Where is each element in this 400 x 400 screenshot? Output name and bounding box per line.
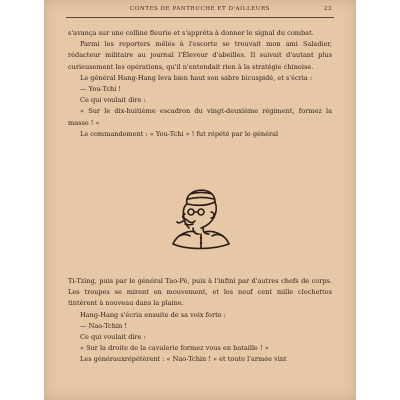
text-block-bottom (68, 276, 332, 366)
paragraph: Parmi les reporters mêlés à l'escorte se trouvait mon ami Saladier, rédacteur militaire au journal l'Éleveur d'abeilles. Il suivait d'autant plus curieusement les opérations, qu'il n'entendait rien à la stratégie chinoise. (68, 40, 332, 71)
caricature-head-icon (157, 178, 243, 258)
paragraph: Le commandement : « You-Tchi » ! fut répété par le général (80, 129, 279, 138)
running-head: CONTES DE PANTRUCHE ET D'AILLEURS (129, 6, 271, 12)
paragraph: « Sur la droite de la cavalerie formez vous en bataille ! » (80, 344, 269, 353)
paragraph: s'avança sur une colline fleurie et s'apprêta à donner le signal du combat. (68, 29, 314, 37)
illustration (44, 178, 356, 264)
paragraph: Ce qui voulait dire : (80, 333, 146, 342)
book-page (44, 0, 356, 400)
paragraph: Le général Hang-Hang leva bien haut son sabre bicuspidé, et s'écria : (80, 73, 313, 82)
paragraph: Hang-Hang s'écria ensuite de sa voix forte : (80, 310, 226, 319)
header-rule (66, 17, 334, 18)
paragraph: Ti-Tzing, puis par le général Tao-Pé, puis à l'infini par d'autres chefs de corps. Les troupes se mirent en mouvement, et les neuf cent mille clochettes tintèrent à nouveau dans la plaine. (68, 277, 332, 308)
text-block-top (68, 28, 332, 140)
page-number: 23 (323, 6, 332, 12)
paragraph: Les générauxrépétèrent : « Nao-Tchin ! » et toute l'armée vint (80, 355, 287, 364)
paragraph: Ce qui voulait dire : (80, 96, 146, 105)
paragraph: — Nao-Tchin ! (80, 321, 127, 330)
paragraph: « Sur le dix-huitième escadron du vingt-deuxième régiment, formez la masse ! » (68, 107, 332, 127)
paragraph: — You-Tchi ! (80, 85, 122, 94)
